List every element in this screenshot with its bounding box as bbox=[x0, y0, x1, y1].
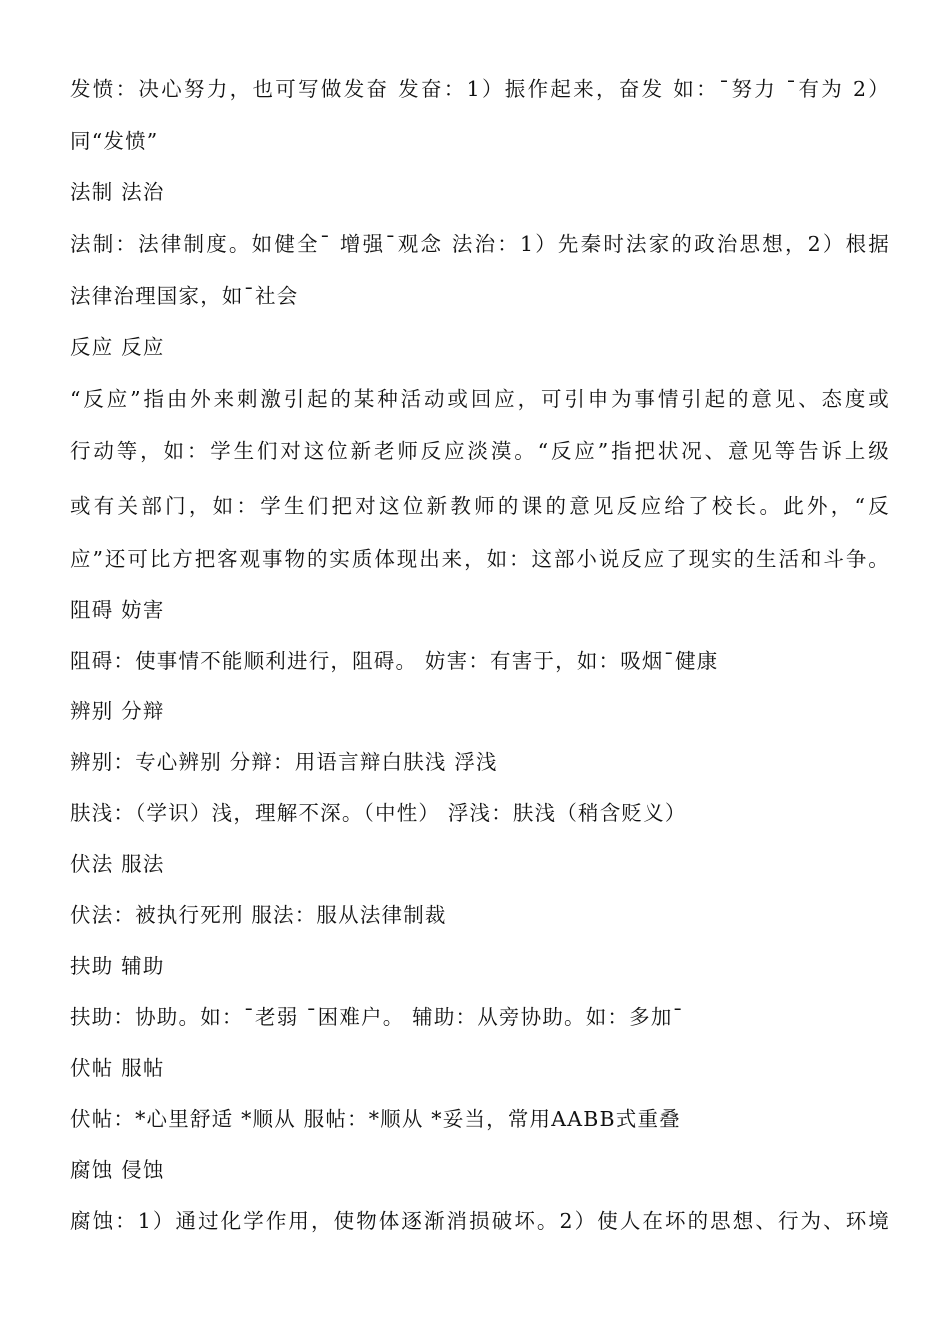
text-line-5: 法律治理国家，如¯社会 bbox=[70, 284, 299, 308]
text-line-16: 伏法 服法 bbox=[70, 852, 165, 876]
text-line-22: 腐蚀 侵蚀 bbox=[70, 1158, 165, 1182]
text-line-18: 扶助 辅助 bbox=[70, 954, 165, 978]
text-line-13: 辨别 分辩 bbox=[70, 699, 165, 723]
text-line-1: 发愤：决心努力，也可写做发奋 发奋：1）振作起来，奋发 如：¯努力 ¯有为 2） bbox=[70, 77, 890, 101]
text-line-8: 行动等，如：学生们对这位新老师反应淡漠。“反应”指把状况、意见等告诉上级 bbox=[70, 439, 890, 463]
text-line-17: 伏法：被执行死刑 服法：服从法律制裁 bbox=[70, 903, 447, 927]
text-line-21: 伏帖：*心里舒适 *顺从 服帖：*顺从 *妥当，常用AABB式重叠 bbox=[70, 1107, 681, 1131]
text-line-11: 阻碍 妨害 bbox=[70, 598, 165, 622]
text-line-7: “反应”指由外来刺激引起的某种活动或回应，可引申为事情引起的意见、态度或 bbox=[70, 387, 890, 411]
text-line-23: 腐蚀：1）通过化学作用，使物体逐渐消损破坏。2）使人在坏的思想、行为、环境 bbox=[70, 1209, 890, 1233]
text-line-15: 肤浅：（学识）浅，理解不深。（中性） 浮浅：肤浅（稍含贬义） bbox=[70, 801, 687, 825]
text-line-19: 扶助：协助。如：¯老弱 ¯困难户。 辅助：从旁协助。如：多加¯ bbox=[70, 1005, 684, 1029]
text-line-20: 伏帖 服帖 bbox=[70, 1056, 165, 1080]
text-line-14: 辨别：专心辨别 分辩：用语言辩白肤浅 浮浅 bbox=[70, 750, 498, 774]
text-line-6: 反应 反应 bbox=[70, 335, 165, 359]
text-line-9: 或有关部门，如：学生们把对这位新教师的课的意见反应给了校长。此外，“反 bbox=[70, 494, 890, 518]
text-line-4: 法制：法律制度。如健全¯ 增强¯观念 法治：1）先秦时法家的政治思想，2）根据 bbox=[70, 232, 890, 256]
text-line-12: 阻碍：使事情不能顺利进行，阻碍。 妨害：有害于，如：吸烟¯健康 bbox=[70, 649, 719, 673]
text-line-2: 同“发愤” bbox=[70, 129, 159, 153]
text-line-3: 法制 法治 bbox=[70, 180, 165, 204]
text-line-10: 应”还可比方把客观事物的实质体现出来，如：这部小说反应了现实的生活和斗争。 bbox=[70, 547, 890, 571]
